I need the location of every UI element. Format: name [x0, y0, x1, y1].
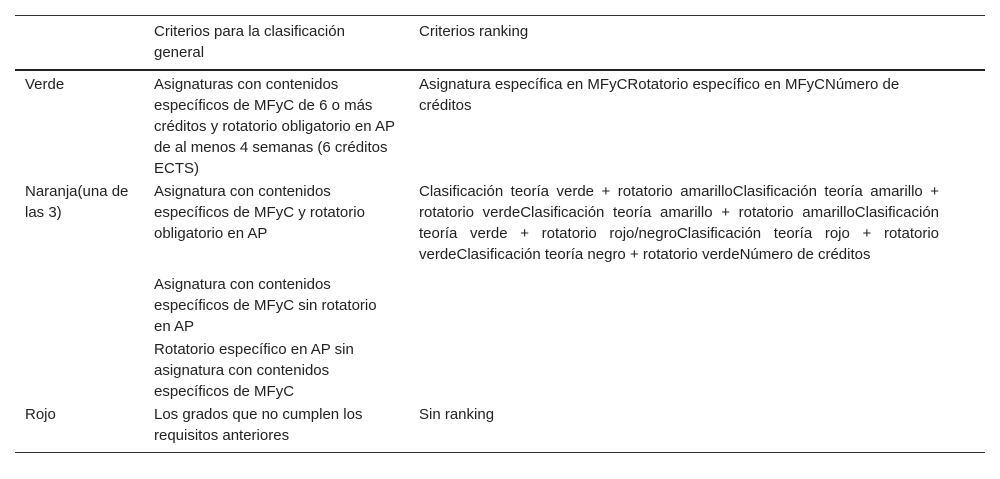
- table-row-naranja-2: [15, 266, 985, 338]
- row-criteria-verde: Asignaturas con contenidos específicos de MFyC de 6 o más créditos y rotatorio obligatorio en AP de al menos 4 semanas (6 créditos ECTS): [154, 76, 395, 177]
- row-ranking-rojo: Sin ranking: [419, 406, 495, 423]
- classification-table: [15, 15, 985, 453]
- row-category-rojo: Rojo: [25, 406, 56, 423]
- table-row-naranja: [15, 180, 985, 266]
- row-ranking-empty-2: [409, 266, 985, 338]
- table-header: [15, 16, 985, 71]
- table-row-rojo: [15, 403, 985, 453]
- row-ranking-empty-3: [409, 338, 985, 403]
- row-criteria-rojo: Los grados que no cumplen los requisitos anteriores: [154, 406, 363, 444]
- table-row-naranja-3: [15, 338, 985, 403]
- classification-table-container: [15, 15, 985, 453]
- row-ranking-verde: Asignatura específica en MFyCRotatorio específico en MFyCNúmero de créditos: [419, 76, 900, 114]
- header-general-criteria: Criterios para la clasificación general: [154, 23, 345, 61]
- row-category-naranja: Naranja(una de las 3): [25, 183, 129, 221]
- table-row-verde: [15, 70, 985, 180]
- header-category: [15, 16, 144, 71]
- row-ranking-naranja: Clasificación teoría verde + rotatorio amarilloClasificación teoría amarillo + rotatorio verdeClasificación teoría amarillo + rotatorio amarilloClasificación teoría verde + rotatorio rojo/negroClasificación teoría rojo + rotatorio verdeClasificación teoría negro + rotatorio verdeNúmero de créditos: [419, 183, 939, 263]
- row-category-empty-2: [15, 266, 144, 338]
- header-row: [15, 16, 985, 71]
- row-criteria-naranja-1: Asignatura con contenidos específicos de MFyC y rotatorio obligatorio en AP: [154, 183, 365, 242]
- row-criteria-naranja-3: Rotatorio específico en AP sin asignatura con contenidos específicos de MFyC: [154, 341, 354, 400]
- row-criteria-naranja-2: Asignatura con contenidos específicos de MFyC sin rotatorio en AP: [154, 276, 377, 335]
- table-body: [15, 70, 985, 453]
- row-category-verde: Verde: [25, 76, 65, 93]
- row-category-empty-3: [15, 338, 144, 403]
- header-ranking-criteria: Criterios ranking: [419, 23, 529, 40]
